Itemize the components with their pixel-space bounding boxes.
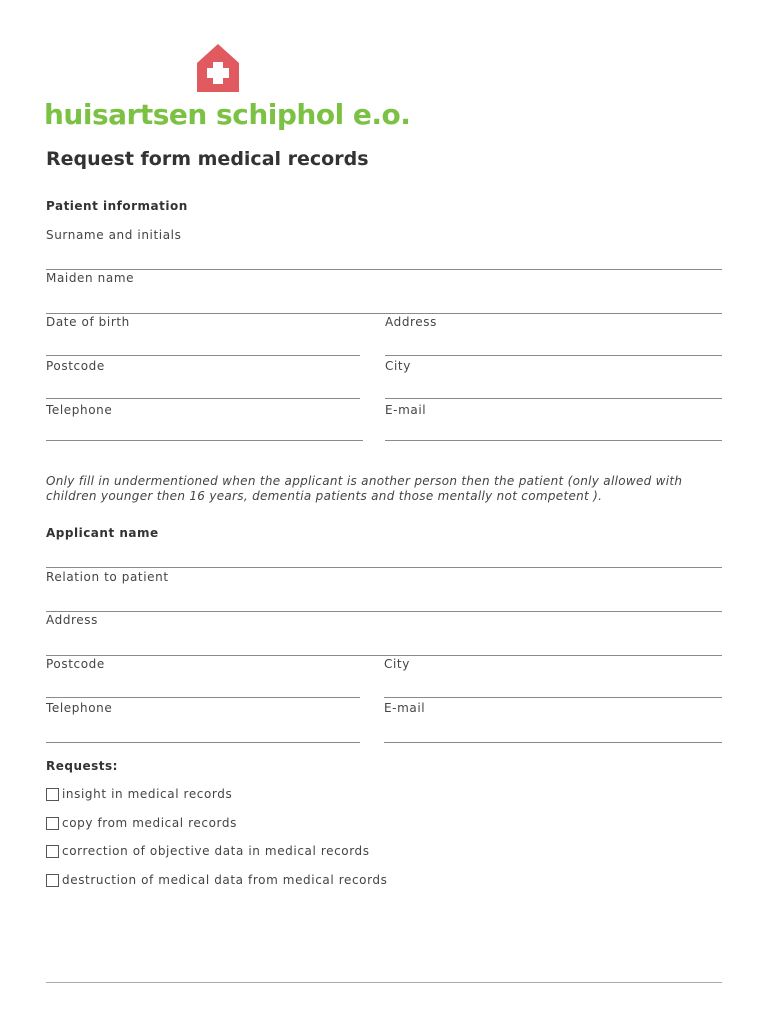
applicant-postcode-field[interactable] xyxy=(46,697,360,698)
applicant-city-label: City xyxy=(384,657,410,671)
postcode-field[interactable] xyxy=(46,398,360,399)
applicant-city-field[interactable] xyxy=(384,697,722,698)
maiden-label: Maiden name xyxy=(46,271,135,285)
checkbox[interactable] xyxy=(46,817,59,830)
footer-divider xyxy=(46,982,722,983)
surname-field[interactable] xyxy=(46,269,722,270)
applicant-name-field[interactable] xyxy=(46,567,722,568)
address-label: Address xyxy=(385,315,437,329)
checkbox[interactable] xyxy=(46,874,59,887)
applicant-email-label: E-mail xyxy=(384,701,426,715)
telephone-label: Telephone xyxy=(46,403,113,417)
city-label: City xyxy=(385,359,411,373)
applicant-email-field[interactable] xyxy=(384,742,722,743)
request-option-insight[interactable] xyxy=(46,787,232,801)
applicant-address-label: Address xyxy=(46,613,98,627)
page-title: Request form medical records xyxy=(46,148,369,170)
brand-name: huisartsen schiphol e.o. xyxy=(44,98,411,131)
relation-field[interactable] xyxy=(46,611,722,612)
surname-label: Surname and initials xyxy=(46,228,182,242)
email-label: E-mail xyxy=(385,403,427,417)
postcode-label: Postcode xyxy=(46,359,105,373)
applicant-note: Only fill in undermentioned when the applicant is another person then the patient (only allowed with children younger then 16 years, dementia patients and those mentally not competent ). xyxy=(46,474,683,503)
applicant-telephone-label: Telephone xyxy=(46,701,113,715)
applicant-address-field[interactable] xyxy=(46,655,722,656)
applicant-postcode-label: Postcode xyxy=(46,657,105,671)
patient-heading: Patient information xyxy=(46,199,188,213)
request-option-label: insight in medical records xyxy=(62,787,233,801)
maiden-field[interactable] xyxy=(46,313,722,314)
telephone-field[interactable] xyxy=(46,440,363,441)
email-field[interactable] xyxy=(385,440,722,441)
request-option-copy[interactable] xyxy=(46,816,237,830)
request-option-label: copy from medical records xyxy=(62,816,237,830)
request-option-correction[interactable] xyxy=(46,844,370,858)
relation-label: Relation to patient xyxy=(46,570,169,584)
address-field[interactable] xyxy=(385,355,722,356)
city-field[interactable] xyxy=(385,398,722,399)
checkbox[interactable] xyxy=(46,788,59,801)
dob-label: Date of birth xyxy=(46,315,130,329)
house-cross-icon xyxy=(196,43,240,93)
request-option-label: correction of objective data in medical records xyxy=(62,844,370,858)
checkbox[interactable] xyxy=(46,845,59,858)
applicant-telephone-field[interactable] xyxy=(46,742,360,743)
request-option-destruction[interactable] xyxy=(46,873,388,887)
dob-field[interactable] xyxy=(46,355,360,356)
applicant-heading: Applicant name xyxy=(46,526,159,540)
request-option-label: destruction of medical data from medical records xyxy=(62,873,388,887)
requests-heading: Requests: xyxy=(46,759,118,773)
